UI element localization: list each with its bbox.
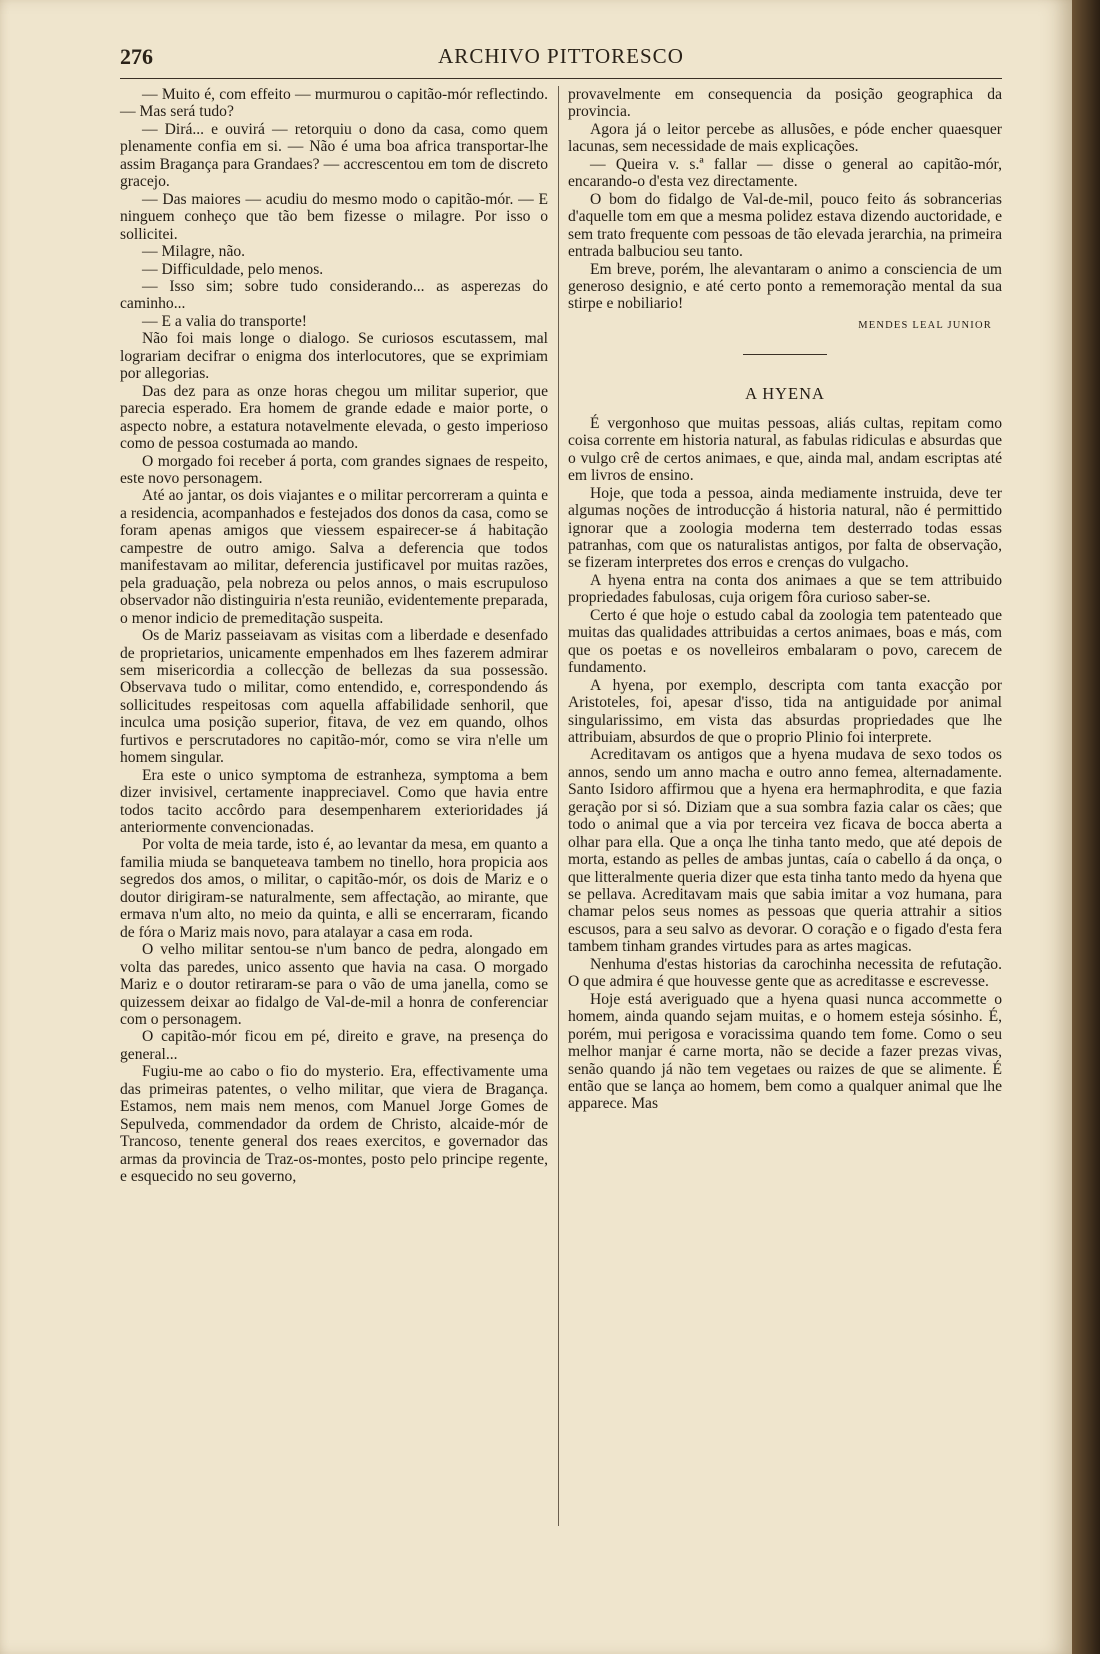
paragraph: — Das maiores — acudiu do mesmo modo o capitão-mór. — E ninguem conheço que tão bem fizesse o milagre. Por isso o sollicitei. bbox=[120, 190, 548, 243]
page-header bbox=[120, 44, 1002, 76]
paragraph: Fugiu-me ao cabo o fio do mysterio. Era, effectivamente uma das primeiras patentes, o velho militar, que viera de Bragança. Estamos, nem mais nem menos, com Manuel Jorge Gomes de Sepulveda, commendador da ordem de Christo, alcaide-mór de Trancoso, tenente general dos reaes exercitos, e governador das armas da provincia de Traz-os-montes, posto pelo principe regente, e esquecido no seu governo, bbox=[120, 1063, 548, 1186]
paragraph: — Dirá... e ouvirá — retorquiu o dono da casa, como quem plenamente confia em si. — Não é uma boa africa transportar-lhe assim Bragança para Grandaes? — accrescentou em tom de discreto gracejo. bbox=[120, 120, 548, 191]
journal-title: ARCHIVO PITTORESCO bbox=[438, 44, 684, 68]
paragraph: Certo é que hoje o estudo cabal da zoologia tem patenteado que muitas das qualidades attribuidas a certos animaes, boas e más, com que os poetas e os novelleiros embalaram o povo, carecem de fundamento. bbox=[568, 606, 1002, 677]
page-number: 276 bbox=[120, 44, 153, 69]
author-signature: MENDES LEAL JUNIOR bbox=[858, 319, 992, 331]
paragraph: Em breve, porém, lhe alevantaram o animo a consciencia de um generoso designio, e até certo ponto a rememoração mental da sua stirpe e nobiliario! bbox=[568, 260, 1002, 313]
paragraph: Por volta de meia tarde, isto é, ao levantar da mesa, em quanto a familia miuda se banqueteava tambem no tinello, hora propicia aos segredos dos amos, o militar, o capitão-mór, os dois de Mariz e o doutor dirigiram-se naturalmente, sem affectação, ao mirante, que ermava n'um alto, no meio da quinta, e alli se encerraram, ficando de fóra o Mariz mais novo, para atalayar a casa em roda. bbox=[120, 836, 548, 941]
paragraph: A hyena entra na conta dos animaes a que se tem attribuido propriedades fabulosas, cuja origem fôra curioso saber-se. bbox=[568, 571, 1002, 607]
section-divider bbox=[743, 354, 827, 355]
right-column bbox=[568, 86, 1002, 1113]
paragraph: A hyena, por exemplo, descripta com tanta exacção por Aristoteles, foi, apesar d'isso, tida na antiguidade por animal singularissimo, em vista das absurdas propriedades que lhe attribuiam, absurdos de que o proprio Plinio foi interprete. bbox=[568, 676, 1002, 746]
paragraph: — Milagre, não. bbox=[142, 243, 246, 261]
paragraph: O morgado foi receber á porta, com grandes signaes de respeito, este novo personagem. bbox=[120, 452, 548, 487]
left-column bbox=[120, 86, 548, 1186]
section-title: A HYENA bbox=[745, 384, 825, 404]
paragraph: Agora já o leitor percebe as allusões, e póde encher quaesquer lacunas, sem necessidade de mais explicações. bbox=[568, 120, 1002, 156]
paragraph: — Difficuldade, pelo menos. bbox=[142, 260, 324, 278]
book-spine-edge bbox=[1072, 0, 1100, 1654]
paragraph: O bom do fidalgo de Val-de-mil, pouco feito ás sobrancerias d'aquelle tom em que a mesma polidez estava dizendo auctoridade, e sem trato frequente com pessoas de tão elevada jerarchia, na primeira entrada balbuciou seu tanto. bbox=[568, 190, 1002, 261]
paragraph: Os de Mariz passeiavam as visitas com a liberdade e desenfado de proprietarios, unicamente empenhados em lhes fazerem admirar sem misericordia a collecção de bellezas da sua possessão. Observava tudo o militar, como entendido, e, correspondendo ás sollicitudes respeitosas com aquella affabilidade senhoril, que inculca uma posição superior, fitava, de vez em quando, olhos furtivos e perscrutadores no capitão-mór, como se vira n'elle um homem singular. bbox=[120, 627, 548, 767]
paragraph: Hoje está averiguado que a hyena quasi nunca accommette o homem, ainda quando sejam muitas, e o homem esteja sósinho. É, porém, mui perigosa e voracissima quando tem fome. Como o seu melhor manjar é carne morta, não se decide a fazer prezas vivas, senão quando já não tem vegetaes ou raizes de que se alimente. É então que se lança ao homem, bem como a qualquer animal que lhe apparece. Mas bbox=[568, 990, 1002, 1113]
column-divider bbox=[558, 86, 559, 1526]
paragraph: — Isso sim; sobre tudo considerando... as asperezas do caminho... bbox=[120, 277, 548, 313]
paragraph: Não foi mais longe o dialogo. Se curiosos escutassem, mal lograriam decifrar o enigma dos interlocutores, que se exprimiam por allegorias. bbox=[120, 330, 548, 383]
paragraph: É vergonhoso que muitas pessoas, aliás cultas, repitam como coisa corrente em historia natural, as fabulas ridiculas e absurdas que o vulgo crê de certos animaes, e que, ainda mal, andam escriptas até em livros de ensino. bbox=[568, 414, 1002, 485]
paragraph: Das dez para as onze horas chegou um militar superior, que parecia esperado. Era homem de grande edade e maior porte, o aspecto nobre, a estatura notavelmente elevada, o gesto imperioso como de pessoa costumada ao mando. bbox=[120, 382, 548, 453]
paragraph: — Queira v. s.ª fallar — disse o general ao capitão-mór, encarando-o d'esta vez directamente. bbox=[568, 155, 1002, 191]
paragraph: Acreditavam os antigos que a hyena mudava de sexo todos os annos, sendo um anno macha e outro anno femea, alternadamente. Santo Isidoro affirmou que a hyena era hermaphrodita, e que fazia geração por si só. Diziam que a sua sombra fazia calar os cães; que todo o animal que a via por terceira vez ficava de bocca aberta a olhar para ella. Que a onça lhe tinha tanto medo, que até depois de morta, estando as pelles de ambas juntas, caía o cabello á da onça, o que litteralmente queria dizer que esta tinha tanto medo da hyena que se pellava. Acreditavam mais que sabia imitar a voz humana, para chamar pelos seus nomes as pessoas que queria attrahir a sitios escusos, para a seu salvo as devorar. O coração e o figado d'esta fera tambem tinham grandes virtudes para as artes magicas. bbox=[568, 746, 1002, 956]
paragraph: provavelmente em consequencia da posição geographica da provincia. bbox=[568, 86, 1002, 121]
paragraph: Era este o unico symptoma de estranheza, symptoma a bem dizer invisivel, certamente inappreciavel. Como que havia entre todos tacito accôrdo para desempenharem exterioridades já anteriormente convencionadas. bbox=[120, 766, 548, 837]
paragraph: O capitão-mór ficou em pé, direito e grave, na presença do general... bbox=[120, 1028, 548, 1063]
paragraph: O velho militar sentou-se n'um banco de pedra, alongado em volta das paredes, unico assento que havia na casa. O morgado Mariz e o doutor retiraram-se para o vão de uma janella, como se quizessem deixar ao fidalgo de Val-de-mil a honra de conferenciar com o personagem. bbox=[120, 941, 548, 1029]
paragraph: Até ao jantar, os dois viajantes e o militar percorreram a quinta e a residencia, acompanhados e festejados dos donos da casa, como se foram apenas amigos que viessem espairecer-se á habitação campestre de outro amigo. Salva a deferencia que todos manifestavam ao militar, deferencia justificavel por muitas razões, pela graduação, pela nobreza ou pelos annos, o mais escrupuloso observador não distinguiria n'esta reunião, evidentemente preparada, o menor indicio de premeditação suspeita. bbox=[120, 487, 549, 627]
paragraph: — Muito é, com effeito — murmurou o capitão-mór reflectindo. — Mas será tudo? bbox=[120, 86, 548, 121]
paragraph: Nenhuma d'estas historias da carochinha necessita de refutação. O que admira é que houvesse gente que as acreditasse e escrevesse. bbox=[568, 955, 1002, 991]
header-rule bbox=[120, 78, 1002, 79]
paragraph: Hoje, que toda a pessoa, ainda mediamente instruida, deve ter algumas noções de introducção á historia natural, não é permittido ignorar que a zoologia moderna tem desterrado todas essas patranhas, com que os naturalistas antigos, por falta de observação, se fizeram interpretes dos erros e crenças do vulgacho. bbox=[568, 484, 1002, 572]
paragraph: — E a valia do transporte! bbox=[142, 312, 307, 330]
